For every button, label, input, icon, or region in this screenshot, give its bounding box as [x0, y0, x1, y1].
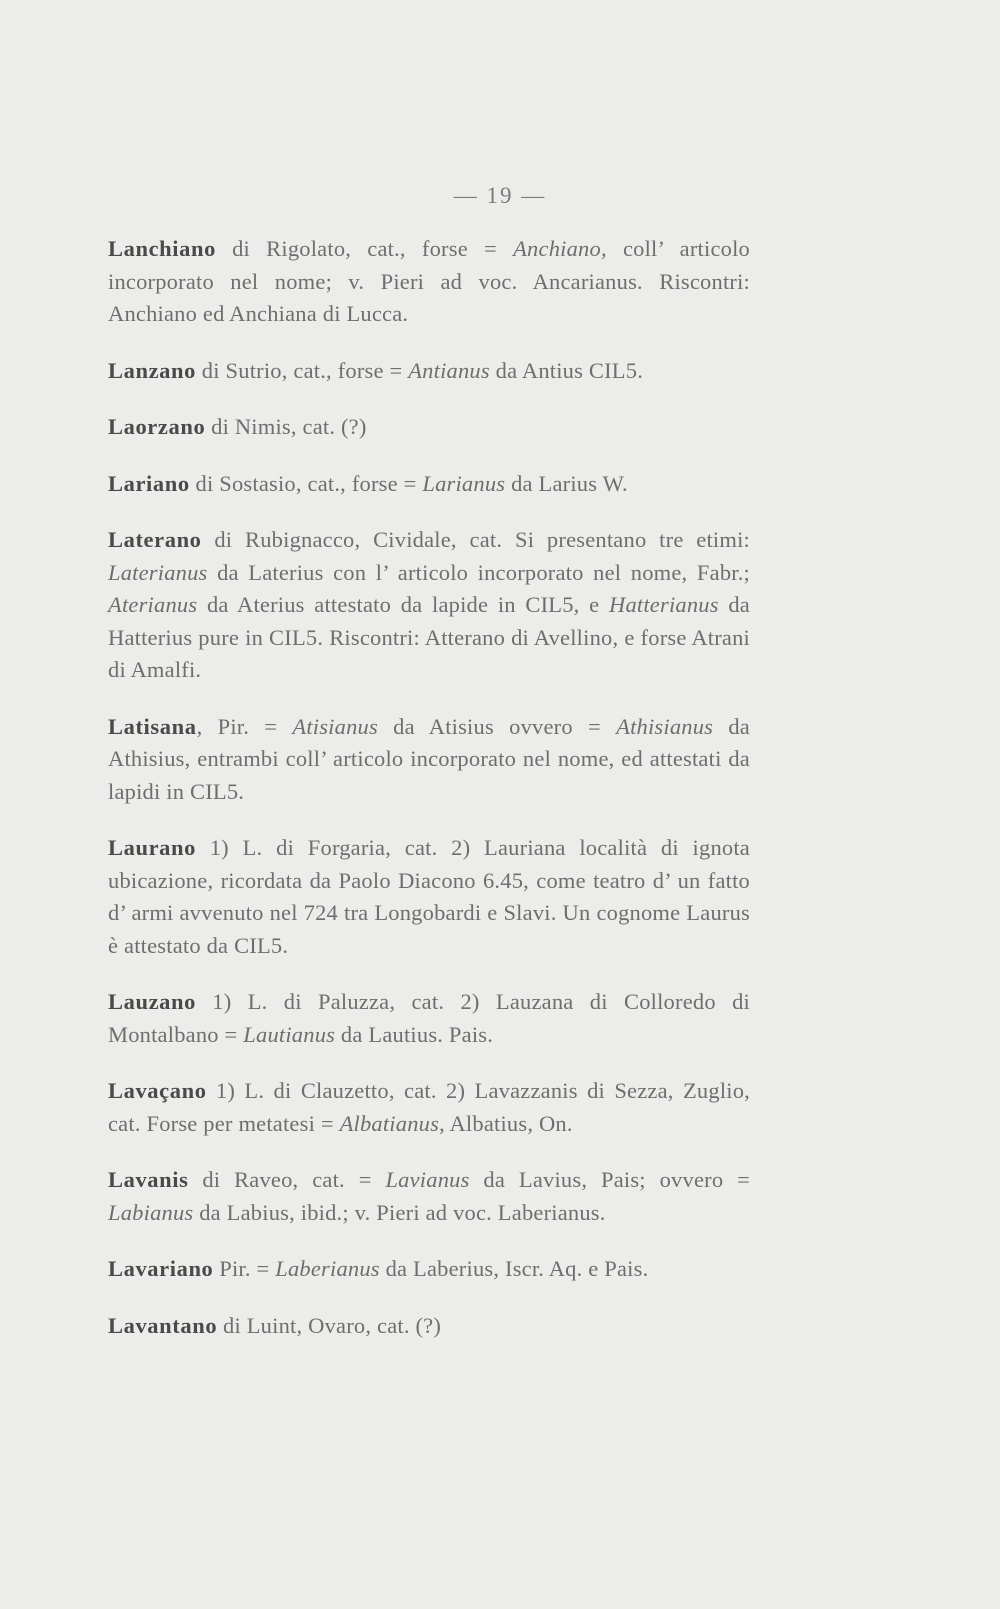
dictionary-entry	[108, 524, 750, 687]
dictionary-entries	[108, 233, 750, 1366]
dictionary-entry	[108, 1310, 750, 1343]
entry-text: da Laterius con l’ articolo incorporato nel nome, Fabr.;	[207, 559, 750, 585]
entry-text: da Larius W.	[505, 470, 628, 496]
entry-etymon: Laberianus	[275, 1256, 380, 1281]
entry-headword: Lavaçano	[108, 1078, 207, 1103]
entry-text: , Albatius, On.	[439, 1110, 573, 1136]
entry-text: di Raveo, cat. =	[188, 1167, 386, 1192]
entry-headword: Latisana	[108, 713, 197, 739]
dictionary-entry	[108, 468, 750, 501]
dictionary-entry	[108, 832, 750, 962]
entry-etymon: Hatterianus	[609, 592, 719, 617]
entry-headword: Lavariano	[108, 1256, 214, 1281]
entry-text: da Antius CIL5.	[489, 357, 644, 383]
entry-etymon: Albatianus	[339, 1110, 440, 1136]
entry-etymon: Anchiano	[513, 236, 601, 261]
entry-headword: Lauzano	[108, 989, 196, 1014]
dictionary-entry	[108, 711, 750, 809]
entry-text: , coll’ articolo incorporato nel nome; v. Pieri ad voc. Ancarianus. Riscontri: Anchiano ed Anchiana di Lucca.	[108, 236, 750, 326]
entry-etymon: Larianus	[422, 470, 506, 496]
entry-text: 1) L. di Clauzetto, cat. 2) Lavazzanis di Sezza, Zuglio, cat. Forse per metatesi =	[108, 1078, 750, 1136]
entry-headword: Lanzano	[108, 357, 196, 383]
dictionary-entry	[108, 1164, 750, 1229]
entry-etymon: Athisianus	[616, 713, 714, 739]
entry-etymon: Labianus	[108, 1199, 194, 1225]
dictionary-entry	[108, 355, 750, 388]
entry-headword: Lavanis	[108, 1167, 189, 1192]
entry-text: di Sutrio, cat., forse =	[195, 357, 409, 383]
entry-headword: Lariano	[108, 470, 190, 496]
entry-text: 1) L. di Forgaria, cat. 2) Lauriana località di ignota ubicazione, ricordata da Paolo Diacono 6.45, come teatro d’ un fatto d’ armi avvenuto nel 724 tra Longobardi e Slavi. Un cognome Laurus è attestato da CIL5.	[108, 835, 750, 958]
entry-text: da Lavius, Pais; ovvero =	[469, 1167, 750, 1192]
entry-text: da Laberius, Iscr. Aq. e Pais.	[379, 1256, 649, 1281]
entry-text: di Rigolato, cat., forse =	[215, 236, 514, 261]
dictionary-entry	[108, 233, 750, 331]
entry-text: da Lautius. Pais.	[335, 1021, 494, 1047]
entry-etymon: Laterianus	[108, 559, 208, 585]
entry-text: 1) L. di Paluzza, cat. 2) Lauzana di Colloredo di Montalbano =	[108, 989, 750, 1047]
entry-headword: Lavantano	[108, 1312, 218, 1338]
entry-etymon: Atisianus	[292, 713, 378, 739]
dictionary-entry	[108, 1075, 750, 1140]
entry-etymon: Antianus	[408, 357, 490, 383]
entry-headword: Laorzano	[108, 414, 206, 439]
entry-etymon: Aterianus	[108, 592, 198, 617]
dictionary-entry	[108, 411, 750, 444]
entry-text: da Athisius, entrambi coll’ articolo incorporato nel nome, ed attestati da lapidi in CIL5.	[108, 713, 750, 804]
entry-text: , Pir. =	[196, 713, 293, 739]
entry-etymon: Lavianus	[385, 1167, 470, 1192]
entry-text: Pir. =	[213, 1256, 276, 1281]
entry-text: da Labius, ibid.; v. Pieri ad voc. Laberianus.	[193, 1199, 606, 1225]
entry-etymon: Lautianus	[243, 1021, 336, 1047]
entry-headword: Lanchiano	[108, 236, 216, 261]
dictionary-entry	[108, 1253, 750, 1286]
entry-text: di Luint, Ovaro, cat. (?)	[217, 1312, 442, 1338]
entry-headword: Laterano	[108, 527, 202, 552]
entry-text: di Nimis, cat. (?)	[205, 414, 367, 439]
entry-text: di Sostasio, cat., forse =	[189, 470, 423, 496]
dictionary-entry	[108, 986, 750, 1051]
entry-text: da Atisius ovvero =	[377, 713, 617, 739]
page-number: — 19 —	[453, 183, 547, 208]
entry-text: da Aterius attestato da lapide in CIL5, e	[197, 592, 609, 617]
entry-headword: Laurano	[108, 835, 196, 860]
entry-text: di Rubignacco, Cividale, cat. Si presentano tre etimi:	[201, 527, 750, 552]
entry-text: da Hatterius pure in CIL5. Riscontri: Atterano di Avellino, e forse Atrani di Amalfi.	[108, 592, 750, 682]
